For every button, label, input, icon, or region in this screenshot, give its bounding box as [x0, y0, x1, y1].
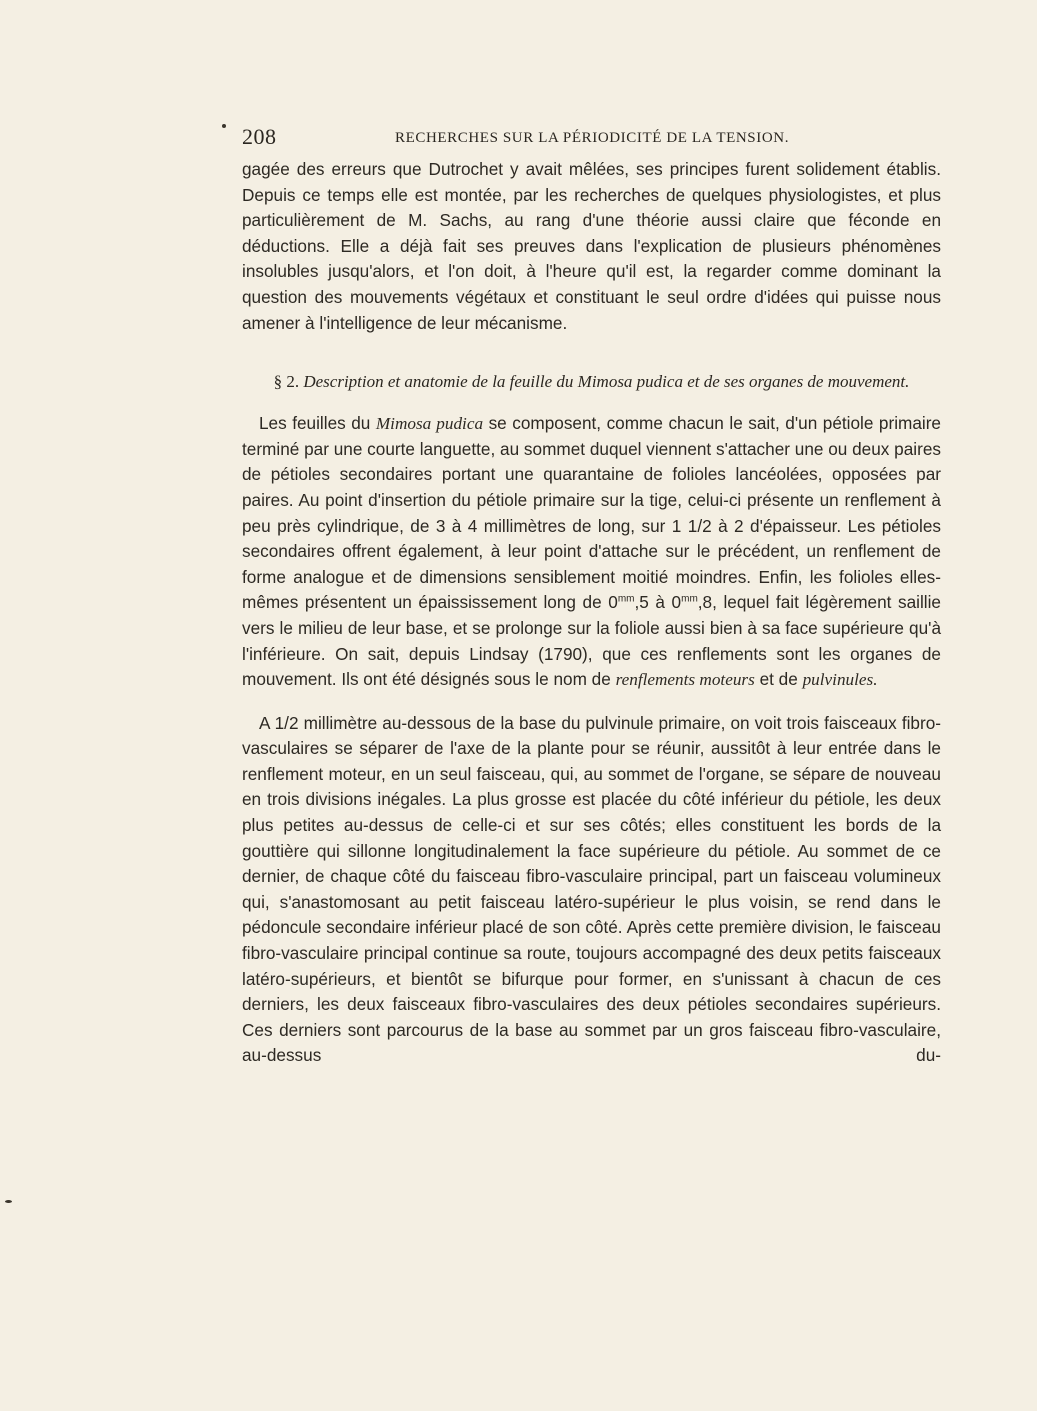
section-title: Description et anatomie de la feuille du Mimosa pudica et de ses organes de mouvement. — [303, 372, 910, 392]
text-run: se composent, comme chacun le sait, d'un pétiole primaire terminé par une courte languette, au sommet duquel viennent s'attacher une ou deux paires de pétioles secondaires portant une quarantaine de folioles lancéolées, opposées par paires. Au point d'insertion du pétiole primaire sur la tige, celui-ci présente un renflement à peu près cylindrique, de 3 à 4 millimètres de long, sur 1 1/2 à 2 d'épaisseur. Les pétioles secondaires offrent également, à leur point d'attache sur le précédent, un renflement de forme analogue et de dimensions sensiblement moitié moindres. Enfin, les folioles elles-mêmes présentent un épaississement long de 0 — [242, 413, 941, 613]
term-pulvinules: pulvinules. — [802, 670, 878, 690]
ink-speck — [5, 1200, 12, 1203]
text-run: ,5 à 0 — [634, 592, 682, 613]
page-header — [242, 124, 942, 154]
unit-superscript: mm — [617, 593, 635, 605]
species-name: Mimosa pudica — [375, 414, 484, 434]
paragraph-vascular-bundles: A 1/2 millimètre au-dessous de la base du pulvinule primaire, on voit trois faisceaux fibro-vasculaires se séparer de l'axe de la plante pour se réunir, aussitôt à leur entrée dans le renflement moteur, en un seul faisceau, qui, au sommet de l'organe, se sépare de nouveau en trois divisions inégales. La plus grosse est placée du côté inférieur du pétiole, les deux plus petites au-dessus de celle-ci et sur ses côtés; elles constituent les bords de la gouttière qui sillonne longitudinalement la face supérieure du pétiole. Au sommet de ce dernier, de chaque côté du faisceau fibro-vasculaire principal, part un faisceau volumineux qui, s'anastomosant au petit faisceau latéro-supérieur le plus voisin, se rend dans le pédoncule secondaire inférieur placé de son côté. Après cette première division, le faisceau fibro-vasculaire principal continue sa route, toujours accompagné des deux petits faisceaux latéro-supérieurs, et bientôt se bifurque pour former, en s'unissant à chacun de ces derniers, les deux faisceaux fibro-vasculaires des deux pétioles secondaires supérieurs. Ces derniers sont parcourus de la base au sommet par un gros faisceau fibro-vasculaire, au-dessus du- — [242, 712, 941, 1066]
ink-speck — [222, 124, 226, 128]
text-run: et de — [754, 669, 803, 690]
text-run: Les feuilles du — [259, 413, 376, 434]
paragraph-leaf-description — [242, 411, 941, 693]
running-title: RECHERCHES SUR LA PÉRIODICITÉ DE LA TENSION. — [395, 130, 790, 146]
page-number: 208 — [242, 124, 277, 149]
section-symbol: § 2. — [273, 372, 300, 392]
body-text — [242, 157, 941, 1069]
paragraph-gap — [242, 693, 941, 711]
paragraph-continuation: gagée des erreurs que Dutrochet y avait mêlées, ses principes furent solidement établis. Depuis ce temps elle est montée, par les recherches de quelques physiologistes, et plus particulièrement de M. Sachs, au rang d'une théorie aussi claire que féconde en déductions. Elle a déjà fait ses preuves dans l'explication de plusieurs phénomènes insolubles jusqu'alors, et l'on doit, à l'heure qu'il est, la regarder comme dominant la question des mouvements végétaux et constituant le seul ordre d'idées qui puisse nous amener à l'intelligence de leur mécanisme. — [242, 159, 941, 333]
term-renflements-moteurs: renflements moteurs — [615, 670, 755, 690]
section-heading — [242, 370, 941, 394]
unit-superscript: mm — [681, 593, 698, 605]
text-run: ,8, lequel fait légèrement saillie vers le milieu de leur base, et se prolonge sur la foliole aussi bien à sa face supérieure qu'à l'inférieure. On sait, depuis Lindsay (1790), que ces renflements sont les organes de mouvement. Ils ont été désignés sous le nom de — [242, 592, 941, 690]
